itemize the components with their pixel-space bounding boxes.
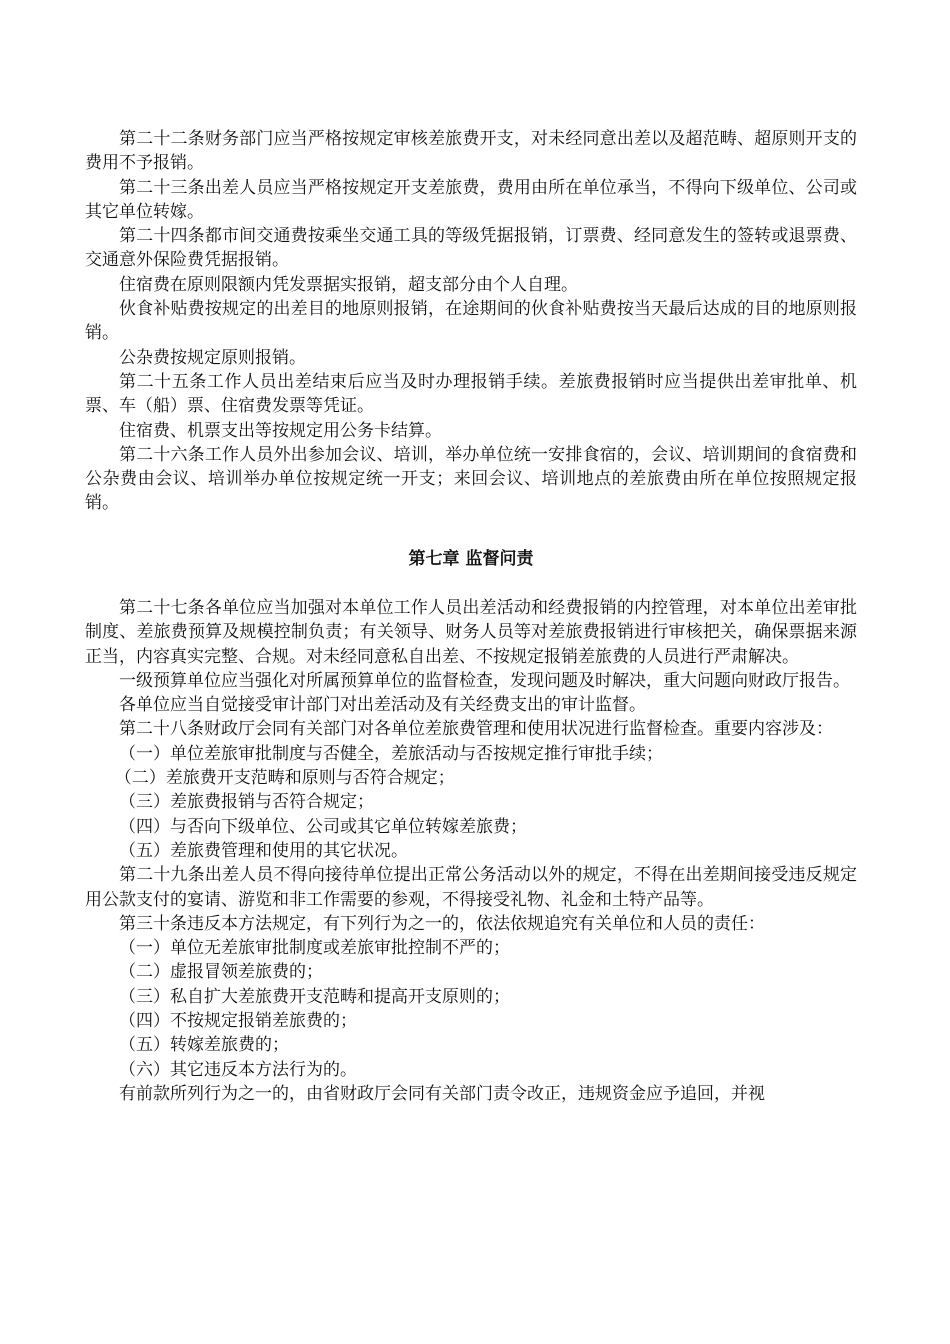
article-28-item-1: （一）单位差旅审批制度与否健全，差旅活动与否按规定推行审批手续； xyxy=(119,743,663,764)
budget-unit-supervision: 一级预算单位应当强化对所属预算单位的监督检查，发现问题及时解决，重大问题向财政厅报告。 xyxy=(119,670,850,691)
misc-expense-rule: 公杂费按规定原则报销。 xyxy=(119,347,306,368)
article-22: 第二十二条财务部门应当严格按规定审核差旅费开支，对未经同意出差以及超范畴、超原则开支的费用不予报销。 xyxy=(85,129,857,174)
article-28-item-4: （四）与否向下级单位、公司或其它单位转嫁差旅费； xyxy=(119,816,527,837)
article-28: 第二十八条财政厅会同有关部门对各单位差旅费管理和使用状况进行监督检查。重要内容涉及： xyxy=(119,719,833,740)
article-30-item-3: （三）私自扩大差旅费开支范畴和提高开支原则的； xyxy=(119,986,510,1007)
chapter-title: 第七章 监督问责 xyxy=(408,549,534,569)
article-30-item-5: （五）转嫁差旅费的； xyxy=(119,1035,289,1056)
article-30-item-2: （二）虚报冒领差旅费的； xyxy=(119,962,323,983)
penalty-clause: 有前款所列行为之一的，由省财政厅会同有关部门责令改正，违规资金应予追回，并视 xyxy=(119,1083,765,1104)
meal-allowance-rule: 伙食补贴费按规定的出差目的地原则报销，在途期间的伙食补贴费按当天最后达成的目的地原则报销。 xyxy=(85,299,857,344)
article-28-item-3: （三）差旅费报销与否符合规定； xyxy=(119,792,374,813)
accommodation-rule: 住宿费在原则限额内凭发票据实报销，超支部分由个人自理。 xyxy=(119,274,578,295)
article-27: 第二十七条各单位应当加强对本单位工作人员出差活动和经费报销的内控管理，对本单位出差审批制度、差旅费预算及规模控制负责；有关领导、财务人员等对差旅费报销进行审核把关，确保票据来源正当，内容真实完整、合规。对未经同意私自出差、不按规定报销差旅费的人员进行严肃解决。 xyxy=(85,598,857,667)
article-28-item-5: （五）差旅费管理和使用的其它状况。 xyxy=(119,840,408,861)
article-30: 第三十条违反本方法规定，有下列行为之一的，依法依规追究有关单位和人员的责任： xyxy=(119,913,765,934)
article-26: 第二十六条工作人员外出参加会议、培训，举办单位统一安排食宿的，会议、培训期间的食宿费和公杂费由会议、培训举办单位按规定统一开支；来回会议、培训地点的差旅费由所在单位按照规定报销。 xyxy=(85,444,857,514)
section-six-body xyxy=(85,127,857,516)
article-24: 第二十四条都市间交通费按乘坐交通工具的等级凭据报销，订票费、经同意发生的签转或退票费、交通意外保险费凭据报销。 xyxy=(85,226,857,271)
article-30-item-4: （四）不按规定报销差旅费的； xyxy=(119,1011,357,1032)
official-card-rule: 住宿费、机票支出等按规定用公务卡结算。 xyxy=(119,420,442,441)
article-25: 第二十五条工作人员出差结束后应当及时办理报销手续。差旅费报销时应当提供出差审批单、机票、车（船）票、住宿费发票等凭证。 xyxy=(85,371,857,417)
article-23: 第二十三条出差人员应当严格按规定开支差旅费，费用由所在单位承当，不得向下级单位、公司或其它单位转嫁。 xyxy=(85,177,857,222)
article-28-item-2: （二）差旅费开支范畴和原则与否符合规定； xyxy=(114,768,455,789)
section-seven-body xyxy=(85,596,857,1106)
article-30-item-6: （六）其它违反本方法行为的。 xyxy=(119,1059,357,1080)
article-29: 第二十九条出差人员不得向接待单位提出正常公务活动以外的规定，不得在出差期间接受违反规定用公款支付的宴请、游览和非工作需要的参观，不得接受礼物、礼金和土特产品等。 xyxy=(85,865,857,910)
article-30-item-1: （一）单位无差旅审批制度或差旅审批控制不严的； xyxy=(119,938,510,959)
audit-supervision: 各单位应当自觉接受审计部门对出差活动及有关经费支出的审计监督。 xyxy=(119,695,646,716)
